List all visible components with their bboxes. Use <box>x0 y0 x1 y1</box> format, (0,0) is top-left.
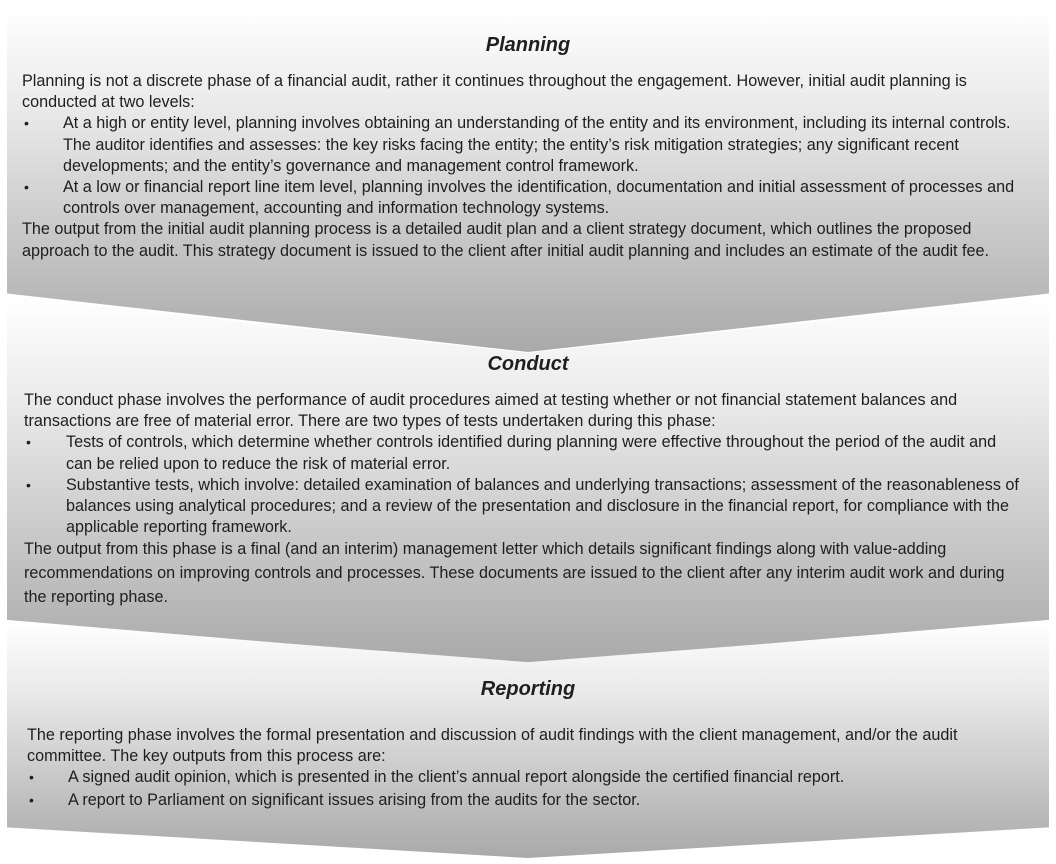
conduct-output: The output from this phase is a final (and an interim) management letter which details significant findings along with value-adding recommendations on improving controls and processes. These documents are issued to the client after any interim audit work and during the reporting phase. <box>24 540 1005 606</box>
reporting-bullet <box>27 767 1022 788</box>
planning-bullet-text: At a high or entity level, planning involves obtaining an understanding of the entity and its environment, including its internal controls. The auditor identifies and assesses: the key risks facing the entity; the entity’s risk mitigation strategies; any significant recent developments; and the entity’s governance and management control framework. <box>63 114 1011 175</box>
bullet-icon: • <box>24 179 29 196</box>
conduct-intro: The conduct phase involves the performance of audit procedures aimed at testing whether or not financial statement balances and transactions are free of material error. There are two types of tests undertaken during this phase: <box>24 391 958 431</box>
reporting-bullet-list <box>0 767 1056 810</box>
conduct-bullet-text: Tests of controls, which determine whether controls identified during planning were effective throughout the period of the audit and can be relied upon to reduce the risk of material error. <box>66 433 997 473</box>
conduct-bullet-list <box>0 432 1056 538</box>
conduct-bullet <box>24 432 1022 474</box>
planning-bullet <box>22 177 1026 219</box>
reporting-section <box>0 678 1056 812</box>
planning-output: The output from the initial audit planning process is a detailed audit plan and a client strategy document, which outlines the proposed approach to the audit. This strategy document is issued to the client after initial audit planning and includes an estimate of the audit fee. <box>22 220 990 260</box>
bullet-icon: • <box>26 476 31 493</box>
planning-bullet-text: At a low or financial report line item level, planning involves the identification, documentation and initial assessment of processes and controls over management, accounting and information technology systems. <box>63 178 1015 218</box>
reporting-bullet <box>27 790 1022 811</box>
reporting-bullet-text: A report to Parliament on significant issues arising from the audits for the sector. <box>68 790 641 809</box>
conduct-bullet <box>24 475 1022 539</box>
planning-title: Planning <box>485 34 571 56</box>
conduct-title: Conduct <box>487 353 569 375</box>
reporting-intro: The reporting phase involves the formal presentation and discussion of audit findings with the client management, and/or the audit committee. The key outputs from this process are: <box>27 726 958 766</box>
planning-bullet <box>22 113 1026 177</box>
planning-intro: Planning is not a discrete phase of a financial audit, rather it continues throughout the engagement. However, initial audit planning is conducted at two levels: <box>22 72 967 112</box>
conduct-bullet-text: Substantive tests, which involve: detailed examination of balances and underlying transactions; assessment of the reasonableness of balances using analytical procedures; and a review of the presentation and disclosure in the financial report, for compliance with the applicable reporting framework. <box>66 475 1019 537</box>
reporting-title: Reporting <box>480 678 576 700</box>
conduct-section <box>0 353 1056 609</box>
bullet-icon: • <box>29 791 34 808</box>
bullet-icon: • <box>29 769 34 786</box>
reporting-bullet-text: A signed audit opinion, which is presented in the client’s annual report alongside the certified financial report. <box>68 768 845 787</box>
planning-bullet-list <box>0 113 1056 219</box>
bullet-icon: • <box>24 115 29 132</box>
planning-section <box>0 34 1056 262</box>
bullet-icon: • <box>26 434 31 451</box>
